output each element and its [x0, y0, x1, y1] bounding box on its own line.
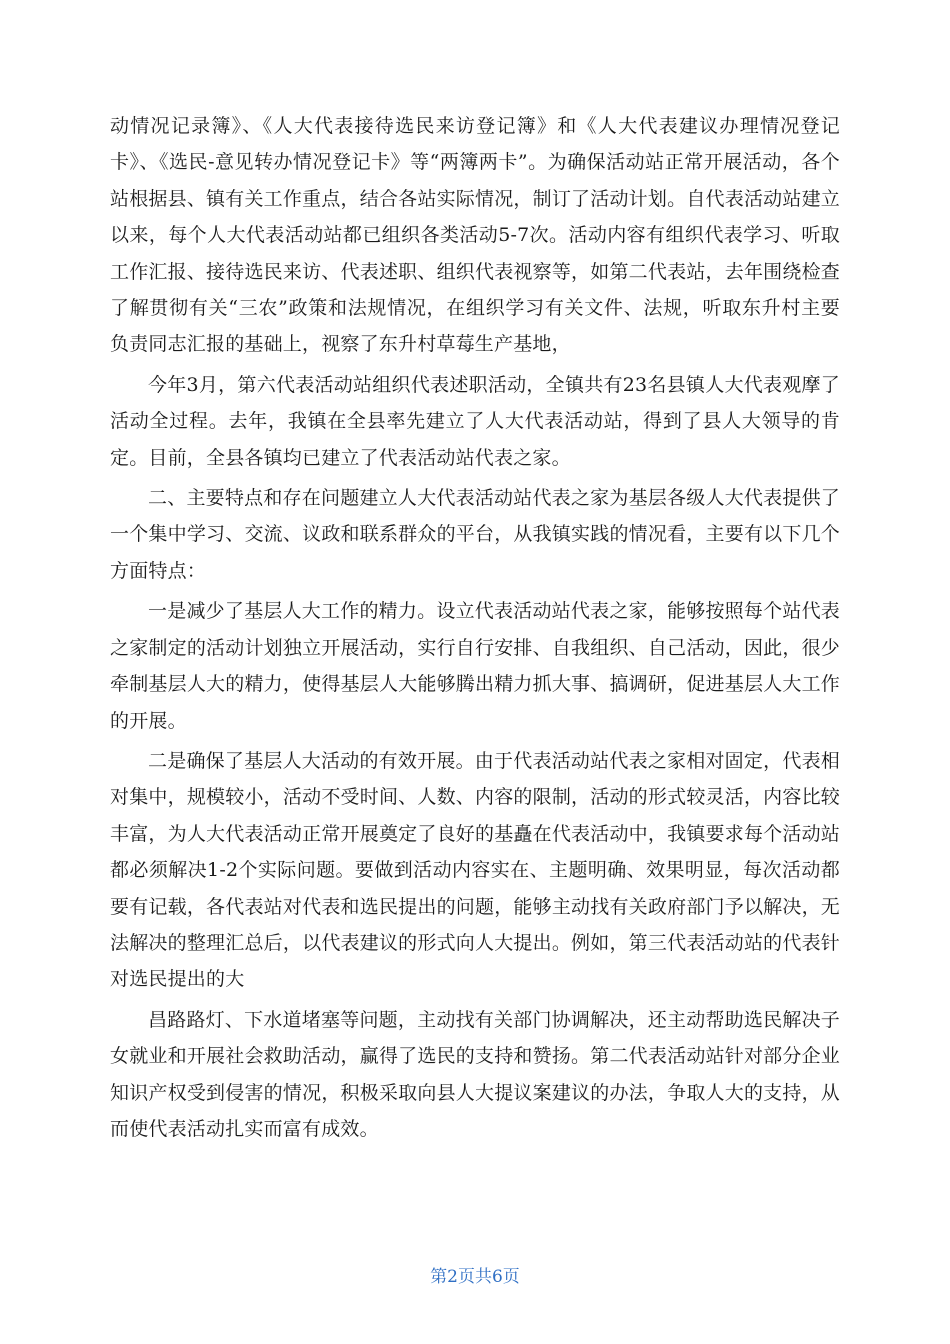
document-body [110, 108, 840, 1147]
paragraph-4: 一是减少了基层人大工作的精力。设立代表活动站代表之家，能够按照每个站代表之家制定的活动计划独立开展活动，实行自行安排、自我组织、自己活动，因此，很少牵制基层人大的精力，使得基层人大能够腾出精力抓大事、搞调研，促进基层人大工作的开展。 [110, 600, 840, 732]
paragraph-1: 动情况记录簿》、《人大代表接待选民来访登记簿》和《人大代表建议办理情况登记卡》、《选民-意见转办情况登记卡》等“两簿两卡”。为确保活动站正常开展活动，各个站根据县、镇有关工作重点，结合各站实际情况，制订了活动计划。自代表活动站建立以来，每个人大代表活动站都已组织各类活动5-7次。活动内容有组织代表学习、听取工作汇报、接待选民来访、代表述职、组织代表视察等，如第二代表站，去年围绕检查了解贯彻有关“三农”政策和法规情况，在组织学习有关文件、法规，听取东升村主要负责同志汇报的基础上，视察了东升村草莓生产基地， [110, 115, 840, 356]
page-indicator: 第2页共6页 [430, 1267, 520, 1287]
paragraph-5: 二是确保了基层人大活动的有效开展。由于代表活动站代表之家相对固定，代表相对集中，规模较小，活动不受时间、人数、内容的限制，活动的形式较灵活，内容比较丰富，为人大代表活动正常开展奠定了良好的基矗在代表活动中，我镇要求每个活动站都必须解决1-2个实际问题。要做到活动内容实在、主题明确、效果明显，每次活动都要有记载，各代表站对代表和选民提出的问题，能够主动找有关政府部门予以解决，无法解决的整理汇总后，以代表建议的形式向人大提出。例如，第三代表活动站的代表针对选民提出的大 [110, 749, 840, 991]
paragraph-2: 今年3月，第六代表活动站组织代表述职活动，全镇共有23名县镇人大代表观摩了活动全过程。去年，我镇在全县率先建立了人大代表活动站，得到了县人大领导的肯定。目前，全县各镇均已建立了代表活动站代表之家。 [110, 373, 840, 469]
paragraph-6: 昌路路灯、下水道堵塞等问题，主动找有关部门协调解决，还主动帮助选民解决子女就业和开展社会救助活动，赢得了选民的支持和赞扬。第二代表活动站针对部分企业知识产权受到侵害的情况，积极采取向县人大提议案建议的办法，争取人大的支持，从而使代表活动扎实而富有成效。 [110, 1008, 840, 1140]
paragraph-3: 二、主要特点和存在问题建立人大代表活动站代表之家为基层各级人大代表提供了一个集中学习、交流、议政和联系群众的平台，从我镇实践的情况看，主要有以下几个方面特点： [110, 487, 840, 582]
